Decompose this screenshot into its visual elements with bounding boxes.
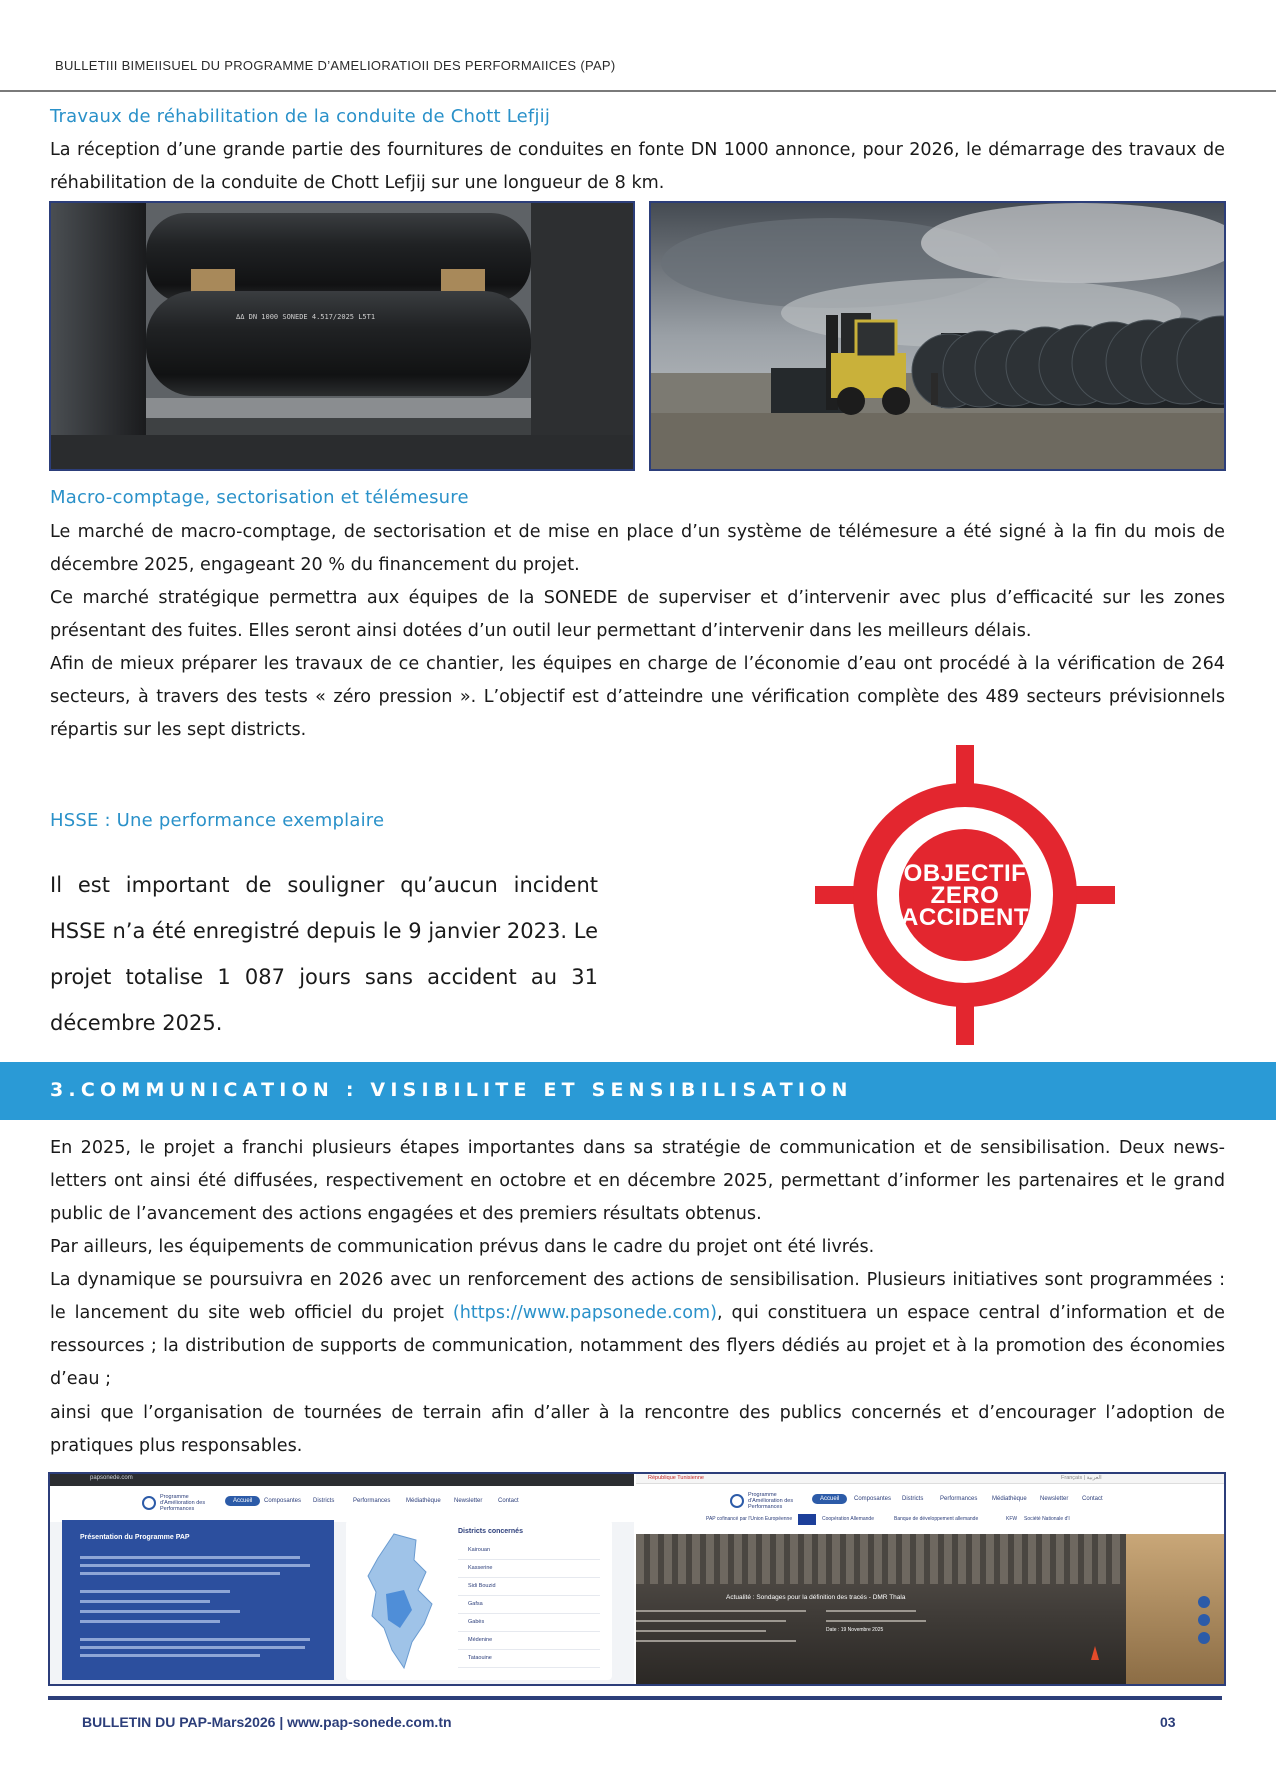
bulletin-header: BULLETIII BIMEIISUEL DU PROGRAMME D’AMELIORATIOII DES PERFORMAIICES (PAP) [55,58,616,73]
districts-list [458,1542,600,1668]
section-heading-chott: Travaux de réhabilitation de la conduite de Chott Lefjij [50,106,551,127]
language-switch[interactable]: Français | العربية [1061,1475,1102,1481]
screenshot-news [636,1474,1226,1684]
district-item[interactable]: Gafsa [458,1596,600,1614]
partners-row [706,1514,1206,1528]
text-line [80,1654,260,1657]
partner-giz: Coopération Allemande [822,1516,874,1522]
section-heading-macro: Macro-comptage, sectorisation et télémesure [50,487,469,508]
text-line [80,1564,310,1567]
news-date: Date : 19 Novembre 2025 [826,1627,884,1633]
comm-paragraph-1: En 2025, le projet a franchi plusieurs étapes importantes dans sa stratégie de communication et de sensibilisation. Deux news-letters ont ainsi été diffusées, respectivement en octobre et en décembre 2025, permettant d’informer les partenaires et le grand public de l’avancement des actions engagées et des premiers résultats obtenus. [50,1138,1225,1224]
partner-sonede: Société Nationale d'I [1024,1516,1070,1522]
nav-performances[interactable]: Performances [940,1496,978,1502]
text-line [80,1646,305,1649]
text-line [80,1600,210,1603]
svg-text:ΔΔ DN 1000 SONEDE 4.517/2025: ΔΔ DN 1000 SONEDE 4.517/2025 L5T1 [236,313,376,321]
district-item[interactable]: Gabès [458,1614,600,1632]
pipes-truck-image [51,203,633,469]
presentation-title: Présentation du Programme PAP [80,1534,190,1541]
text-line [80,1610,240,1613]
partner-eu: PAP cofinancé par l'Union Européenne [706,1516,793,1522]
text-line [636,1630,766,1632]
republic-label: République Tunisienne [648,1475,704,1481]
page-number: 03 [1160,1714,1176,1730]
district-item[interactable]: Kasserine [458,1560,600,1578]
target-label-line3: ACCIDENT [901,904,1029,931]
browser-bar [50,1474,634,1486]
district-item[interactable]: Tataouine [458,1650,600,1668]
site-logo-icon [730,1494,744,1508]
website-link[interactable]: (https://www.papsonede.com) [452,1303,717,1323]
side-button-icon[interactable] [1198,1614,1210,1626]
site-logo-text: Programme d'Amélioration des Performances [160,1494,206,1512]
comm-paragraph-3 [50,1264,1225,1396]
nav-newsletter[interactable]: Newsletter [454,1498,483,1504]
nav-composantes[interactable]: Composantes [264,1498,302,1504]
footer-divider [48,1696,1222,1700]
text-line [80,1556,300,1559]
comm-paragraph-2: Par ailleurs, les équipements de communication prévus dans le cadre du projet ont été livrés. [50,1237,875,1257]
website-screenshots [48,1472,1226,1686]
text-line [636,1640,796,1642]
browser-url: papsonede.com [90,1475,133,1481]
text-line [636,1610,806,1612]
footer-title: BULLETIN DU PAP-Mars2026 | www.pap-sonede.com.tn [82,1714,452,1730]
news-hero [636,1534,1226,1684]
traffic-cone-icon [1091,1646,1099,1660]
site-header [50,1486,634,1522]
target-label-line2: ZERO [930,882,1000,909]
nav-contact[interactable]: Contact [1082,1496,1103,1502]
comm-p3-after: , qui constituera un espace central d’information et de ressources ; la distribution de supports de communication, notamment des flyers dédiés au projet et à la promotion des économies d’eau ; [50,1303,1225,1389]
eu-flag-icon [798,1514,816,1525]
nav-accueil[interactable]: Accueil [225,1496,260,1506]
target-label [815,860,1115,931]
partner-kfw: KFW [1006,1516,1018,1522]
text-line [80,1620,220,1623]
nav-accueil[interactable]: Accueil [812,1494,847,1504]
hsse-body: Il est important de souligner qu’aucun incident HSSE n’a été enregistré depuis le 9 janvier 2023. Le projet totalise 1 087 jours sans accident au 31 décembre 2025. [50,873,598,1035]
header-divider [0,90,1276,92]
nav-districts[interactable]: Districts [902,1496,924,1502]
macro-paragraph-2: Ce marché stratégique permettra aux équipes de la SONEDE de superviser et d’intervenir avec plus d’efficacité sur les zones présentant des fuites. Elles seront ainsi dotées d’un outil leur permettant d’intervenir dans les meilleurs délais. [50,588,1225,641]
presentation-panel [62,1520,334,1680]
district-item[interactable]: Kairouan [458,1542,600,1560]
text-line [636,1620,786,1622]
text-line [80,1638,310,1641]
districts-panel [346,1520,612,1680]
district-item[interactable]: Sidi Bouzid [458,1578,600,1596]
macro-paragraph-3: Afin de mieux préparer les travaux de ce chantier, les équipes en charge de l’économie d’eau ont procédé à la vérification de 264 secteurs, à travers des tests « zéro pression ». L’objectif est d’atteindre une vérification complète des 489 secteurs prévisionnels répartis sur les sept districts. [50,654,1225,740]
site-logo-icon [142,1496,156,1510]
gov-bar [636,1474,1226,1484]
zero-accident-target [815,745,1115,1045]
partner-bank: Banque de développement allemande [894,1516,979,1522]
section-body-chott: La réception d’une grande partie des fournitures de conduites en fonte DN 1000 annonce, pour 2026, le démarrage des travaux de réhabilitation de la conduite de Chott Lefjij sur une longueur de 8 km. [50,140,1225,193]
nav-mediatheque[interactable]: Médiathèque [992,1496,1027,1502]
tunisia-map-icon [354,1532,444,1672]
macro-paragraph-1: Le marché de macro-comptage, de sectorisation et de mise en place d’un système de télémesure a été signé à la fin du mois de décembre 2025, engageant 20 % du financement du projet. [50,522,1225,575]
comm-p3-before: La dynamique se poursuivra en 2026 avec un renforcement des actions de sensibilisation. Plusieurs initiatives sont programmées : le lancement du site web officiel du projet [50,1270,1225,1323]
hero-fence [636,1534,1126,1584]
photo-pipes-truck [49,201,635,471]
text-line [80,1572,280,1575]
nav-districts[interactable]: Districts [313,1498,335,1504]
side-button-icon[interactable] [1198,1632,1210,1644]
nav-contact[interactable]: Contact [498,1498,519,1504]
nav-newsletter[interactable]: Newsletter [1040,1496,1069,1502]
banner-title: 3.COMMUNICATION : VISIBILITE ET SENSIBILISATION [50,1079,853,1101]
comm-paragraph-4: ainsi que l’organisation de tournées de terrain afin d’aller à la rencontre des publics concernés et d’encourager l’adoption de pratiques plus responsables. [50,1403,1225,1456]
site-logo-text: Programme d'Amélioration des Performances [748,1492,794,1510]
nav-performances[interactable]: Performances [353,1498,391,1504]
hero-sand [1126,1534,1226,1684]
text-line [826,1620,926,1622]
section-heading-hsse: HSSE : Une performance exemplaire [50,810,385,831]
side-button-icon[interactable] [1198,1596,1210,1608]
section-banner-communication [0,1062,1276,1120]
screenshot-home [50,1474,634,1684]
text-line [826,1610,916,1612]
target-label-line1: OBJECTIF [903,860,1027,887]
photo-forklift-site [649,201,1226,471]
district-item[interactable]: Médenine [458,1632,600,1650]
nav-mediatheque[interactable]: Médiathèque [406,1498,441,1504]
news-title[interactable]: Actualité : Sondages pour la définition des tracés - DMR Thala [726,1594,906,1601]
forklift-site-image [651,203,1224,469]
text-line [80,1590,230,1593]
districts-title: Districts concernés [458,1528,523,1535]
nav-composantes[interactable]: Composantes [854,1496,892,1502]
